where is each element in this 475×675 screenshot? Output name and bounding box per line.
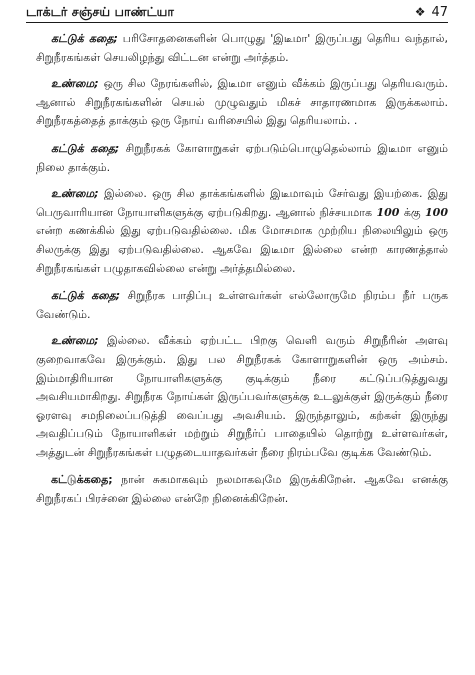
paragraph-text: சிறுநீரகக் கோளாறுகள் ஏற்படும்பொழுதெல்லாம் இடீமா எனும் நிலை தாக்கும். [36, 141, 448, 174]
myth-label: கட்டுக் கதை; [51, 289, 121, 303]
paragraph-text: சிறுநீரக பாதிப்பு உள்ளவர்கள் எல்லோருமே நிரம்ப நீர் பருக வேண்டும். [36, 289, 449, 321]
myth-paragraph-4 [36, 471, 448, 508]
fact-paragraph-2 [36, 185, 448, 278]
header-rule [26, 22, 448, 23]
number-hundred: 100 [376, 205, 400, 219]
header-title: டாக்டர் சஞ்சய் பாண்ட்யா [26, 3, 174, 19]
paragraph-text: க்கு [399, 205, 426, 219]
paragraph-text: பரிசோதனைகளின் பொழுது 'இடீமா' இருப்பது தெரிய வந்தால், சிறுநீரகங்கள் செயலிழந்து விட்டன என்று அர்த்தம். [36, 32, 448, 64]
myth-paragraph-2 [36, 140, 448, 177]
number-hundred: 100 [425, 205, 448, 219]
header-right [415, 5, 448, 20]
myth-label: கட்டுக் கதை; [51, 32, 118, 45]
fact-label: உண்மை; [51, 77, 99, 91]
page-number: 47 [431, 4, 448, 20]
paragraph-text: நான் சுகமாகவும் நலமாகவுமே இருக்கிறேன். ஆகவே எனக்கு சிறுநீரகப் பிரச்னை இல்லை என்றே நினைக்கிறேன். [36, 473, 448, 506]
fact-paragraph-1 [36, 75, 448, 131]
myth-label: கட்டுக் கதை; [51, 141, 120, 155]
four-diamond-ornament-icon: ❖ [414, 5, 426, 19]
body-text [36, 30, 448, 517]
running-header [26, 2, 448, 22]
paragraph-text: இல்லை. ஒரு சில தாக்கங்களில் இடீமாவும் சேர்வது இயற்கை. இது பெருவாரியான நோயாளிகளுக்கு ஏற்படுகிறது. ஆனால் நிச்சயமாக [36, 187, 448, 219]
paragraph-text: ஒரு சில நேரங்களில், இடீமா எனும் வீக்கம் இருப்பது தெரியவரும். ஆனால் சிறுநீரகங்களின் செயல் முழுவதும் மிகச் சாதாரணமாக இருக்கலாம். சிறுநீரகத்தைத் தாக்கும் ஒரு நோய் வரிசையில் இது தெரியலாம். . [36, 77, 448, 128]
myth-paragraph-1 [36, 30, 448, 67]
fact-paragraph-3 [36, 332, 448, 462]
fact-label: உண்மை; [51, 187, 99, 201]
fact-label: உண்மை; [51, 334, 99, 348]
myth-label: கட்டுக்கதை; [51, 473, 113, 487]
paragraph-text: என்ற கணக்கில் இது ஏற்படுவதில்லை. மிக மோசமாக முற்றிய நிலையிலும் ஒரு சிலருக்கு இது ஏற்படுவதில்லை. ஆகவே இடீமா இல்லை என்ற காரணத்தால் சிறுநீரகங்கள் பழுதாகவில்லை என்று அர்த்தமில்லை. [36, 224, 448, 275]
paragraph-text: இல்லை. வீக்கம் ஏற்பட்ட பிறகு வெளி வரும் சிறுநீரின் அளவு குறைவாகவே இருக்கும். இது பல சிறுநீரகக் கோளாறுகளின் ஒரு அம்சம். இம்மாதிரியான நோயாளிகளுக்கு குடிக்கும் நீரை கட்டுப்படுத்துவது அவசியமாகிறது. சிறுநீரக நோய்கள் இருப்பவர்களுக்கு உடலுக்குள் இருக்கும் நீரை ஓரளவு சமநிலைப்படுத்தி வைப்பது அவசியம். இருந்தாலும், கற்கள் இருந்து அவதிப்படும் நோயாளிகள் மற்றும் சிறுநீர்ப் பாதையில் தொற்று உள்ளவர்கள், அத்துடன் சிறுநீரகங்கள் பழுதடையாதவர்கள் நீரை நிரம்பவே குடிக்க வேண்டும். [36, 334, 448, 459]
myth-paragraph-3 [36, 287, 448, 324]
